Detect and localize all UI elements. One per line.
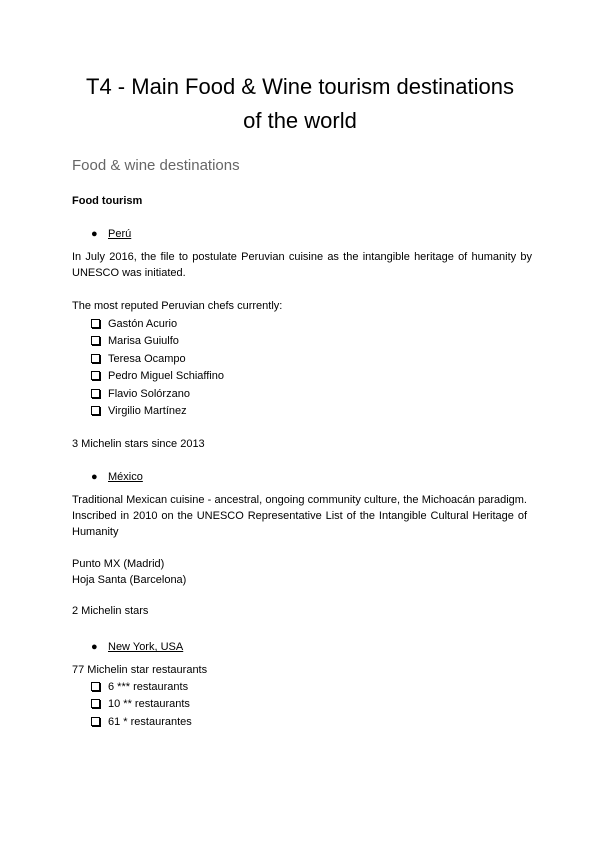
peru-stars: 3 Michelin stars since 2013 [72,438,205,450]
list-item: Pedro Miguel Schiaffino [91,368,224,385]
bullet-new-york [91,641,183,653]
list-item: 10 ** restaurants [91,696,192,713]
peru-chefs-intro: The most reputed Peruvian chefs currently: [72,300,283,312]
list-item: 6 *** restaurants [91,679,192,696]
checkbox-bullet-icon [91,336,100,345]
bullet-mexico [91,471,143,483]
list-item: Teresa Ocampo [91,351,224,368]
checkbox-bullet-icon [91,682,100,691]
mexico-restaurant-2: Hoja Santa (Barcelona) [72,574,187,586]
link-peru[interactable]: Perú [108,228,132,240]
checkbox-bullet-icon [91,699,100,708]
list-item: Virgilio Martínez [91,403,224,420]
section-heading: Food tourism [72,195,143,207]
checkbox-bullet-icon [91,406,100,415]
newyork-summary: 77 Michelin star restaurants [72,664,208,676]
list-item: Marisa Guiulfo [91,333,224,350]
mexico-stars: 2 Michelin stars [72,605,149,617]
title-line-1: T4 - Main Food & Wine tourism destinations [86,74,514,99]
checkbox-bullet-icon [91,319,100,328]
peru-chefs-list [91,316,224,420]
checkbox-bullet-icon [91,371,100,380]
title-line-2: of the world [243,108,357,133]
peru-paragraph: In July 2016, the file to postulate Peruvian cuisine as the intangible heritage of humanity by UNESCO was initiated. [72,251,532,279]
mexico-paragraph: Traditional Mexican cuisine - ancestral, ongoing community culture, the Michoacán paradigm. Inscribed in 2010 on the UNESCO Representative List of the Intangible Cultural Heritage of Humanity [72,494,527,538]
list-item: Flavio Solórzano [91,386,224,403]
section-subtitle: Food & wine destinations [72,157,240,174]
bullet-peru [91,228,131,240]
list-item: 61 * restaurantes [91,714,192,731]
page-title [40,70,560,138]
link-mexico[interactable]: México [108,471,143,483]
link-new-york[interactable]: New York, USA [108,641,184,653]
checkbox-bullet-icon [91,389,100,398]
checkbox-bullet-icon [91,717,100,726]
bullet-dot: ● [91,471,98,483]
bullet-dot: ● [91,228,98,240]
checkbox-bullet-icon [91,354,100,363]
list-item: Gastón Acurio [91,316,224,333]
newyork-list [91,679,192,731]
mexico-restaurant-1: Punto MX (Madrid) [72,558,165,570]
bullet-dot: ● [91,641,98,653]
